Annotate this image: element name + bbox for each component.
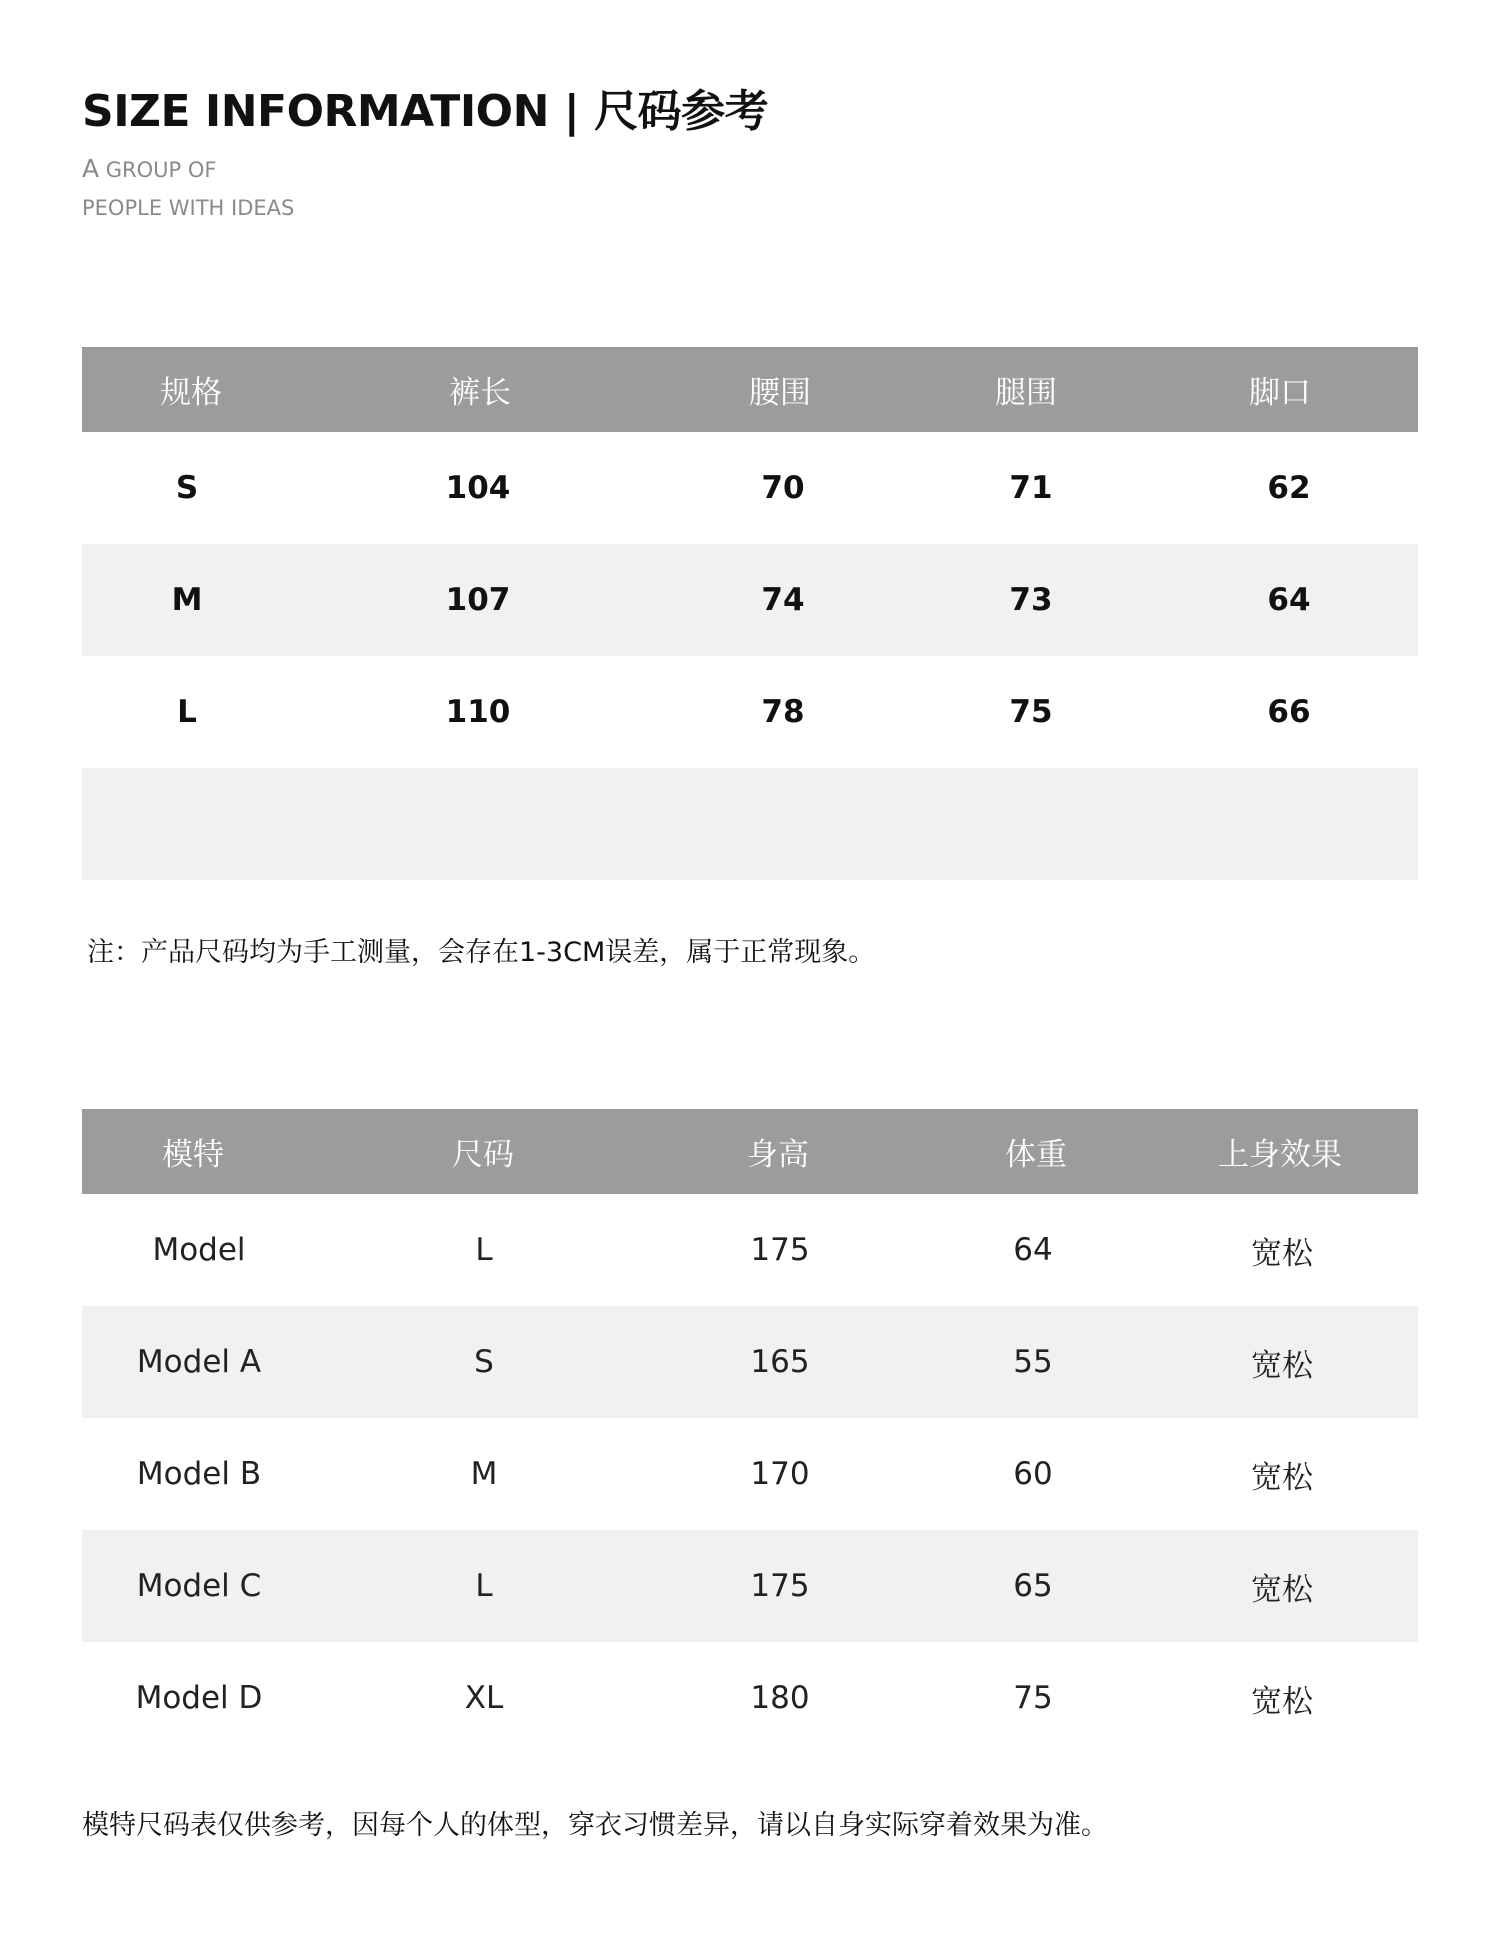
model-cell: 170	[750, 1456, 810, 1492]
model-note: 模特尺码表仅供参考，因每个人的体型，穿衣习惯差异，请以自身实际穿着效果为准。	[82, 1810, 1108, 1841]
size-note: 注：产品尺码均为手工测量，会存在1-3CM误差，属于正常现象。	[87, 937, 876, 968]
size-cell: S	[175, 470, 199, 506]
page-title: SIZE INFORMATION | 尺码参考	[82, 86, 769, 137]
size-cell: 104	[445, 470, 511, 506]
model-cell: Model B	[136, 1456, 262, 1492]
model-cell: 175	[750, 1568, 810, 1604]
model-cell: 175	[750, 1232, 810, 1268]
model-cell: M	[470, 1456, 498, 1492]
model-cell: 60	[1013, 1456, 1053, 1492]
size-cell: 64	[1267, 582, 1311, 618]
model-cell: Model A	[136, 1344, 262, 1380]
model-cell: Model C	[136, 1568, 262, 1604]
size-table-header	[82, 347, 1418, 432]
size-col-header: 裤长	[449, 375, 511, 411]
model-cell: 165	[750, 1344, 810, 1380]
size-cell: 62	[1267, 470, 1311, 506]
model-cell: L	[475, 1568, 493, 1604]
model-cell: 宽松	[1251, 1683, 1313, 1720]
model-col-header: 模特	[162, 1137, 224, 1173]
model-cell: Model	[152, 1232, 246, 1268]
subtitle-line-1: GROUP OF	[99, 158, 217, 182]
size-cell: 78	[761, 694, 805, 730]
table-row	[82, 1306, 1418, 1418]
model-cell: 宽松	[1251, 1347, 1313, 1384]
model-col-header: 体重	[1005, 1137, 1067, 1173]
size-col-header: 脚口	[1249, 375, 1311, 411]
model-cell: 宽松	[1251, 1459, 1313, 1496]
model-col-header: 身高	[747, 1137, 809, 1173]
size-cell: L	[177, 694, 197, 730]
size-col-header: 腰围	[749, 375, 811, 411]
page-subtitle	[82, 150, 294, 227]
subtitle-initial: A	[82, 154, 100, 183]
size-cell: 71	[1009, 470, 1053, 506]
model-cell: 宽松	[1251, 1571, 1313, 1608]
model-table	[82, 1109, 1418, 1754]
model-cell: 55	[1013, 1344, 1053, 1380]
size-cell: M	[171, 582, 203, 618]
model-table-header	[82, 1109, 1418, 1194]
size-table	[82, 347, 1418, 880]
model-cell: 180	[750, 1680, 810, 1716]
model-cell: S	[474, 1344, 494, 1380]
size-cell: 110	[445, 694, 511, 730]
table-row	[82, 1530, 1418, 1642]
model-col-header: 尺码	[452, 1137, 514, 1173]
table-row-empty	[82, 768, 1418, 880]
subtitle-line-2: PEOPLE WITH IDEAS	[82, 196, 295, 220]
model-cell: 64	[1013, 1232, 1053, 1268]
size-cell: 66	[1267, 694, 1311, 730]
table-row	[82, 656, 1418, 768]
model-cell: 宽松	[1251, 1235, 1313, 1272]
size-cell: 73	[1009, 582, 1053, 618]
size-cell: 75	[1009, 694, 1053, 730]
model-cell: 75	[1013, 1680, 1053, 1716]
model-cell: L	[475, 1232, 493, 1268]
model-cell: 65	[1013, 1568, 1053, 1604]
model-col-header: 上身效果	[1218, 1137, 1342, 1173]
size-col-header: 规格	[160, 375, 222, 411]
table-row	[82, 432, 1418, 544]
size-cell: 107	[445, 582, 511, 618]
size-cell: 70	[761, 470, 805, 506]
model-cell: Model D	[135, 1680, 263, 1716]
table-row	[82, 1418, 1418, 1530]
size-col-header: 腿围	[995, 375, 1057, 411]
table-row	[82, 1642, 1418, 1754]
table-row	[82, 544, 1418, 656]
table-row	[82, 1194, 1418, 1306]
model-cell: XL	[464, 1680, 504, 1716]
size-cell: 74	[761, 582, 805, 618]
